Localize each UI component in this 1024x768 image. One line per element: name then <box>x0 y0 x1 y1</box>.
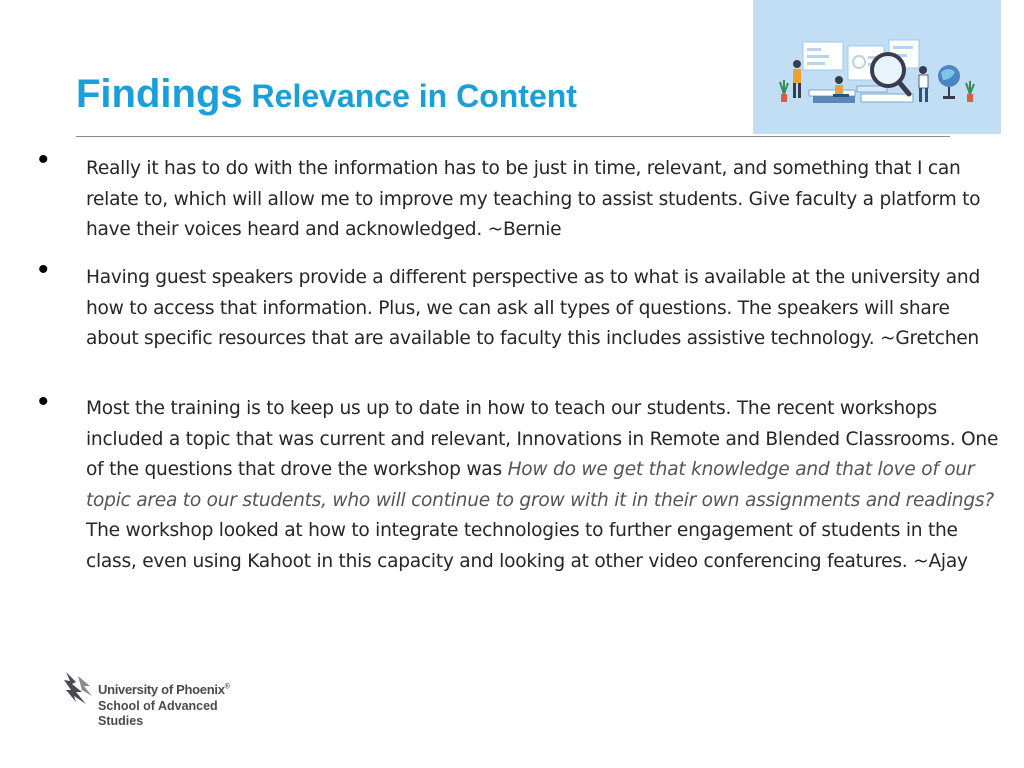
quote-gretchen: Having guest speakers provide a different perspective as to what is available at the university and how to access that information. Plus, we can ask all types of questions. The speakers will share about specific resources that are available to faculty this includes assistive technology. ~Gretchen <box>86 267 981 349</box>
logo-university-name: University of Phoenix® <box>98 682 230 697</box>
quote-bernie: Really it has to do with the information has to be just in time, relevant, and something that I can relate to, which will allow me to improve my teaching to assist students. Give faculty a platform to have their voices heard and acknowledged. ~Bernie <box>86 158 981 240</box>
logo-school-name: School of Advanced <box>98 699 218 713</box>
bullet-2: • <box>38 253 49 286</box>
title-sub: Relevance in Content <box>251 78 577 114</box>
title-main: Findings <box>76 72 243 116</box>
quote-ajay-part2: The workshop looked at how to integrate technologies to further engagement of students in the class, even using Kahoot in this capacity and looking at other video conferencing features. ~Ajay <box>86 520 968 572</box>
bullet-1: • <box>38 143 49 176</box>
title-divider <box>76 136 950 137</box>
bullet-3: • <box>38 385 49 418</box>
quote-ajay-part1: Most the training is to keep us up to date in how to teach our students. The recent workshops included a topic that was current and relevant, Innovations in Remote and Blended Classrooms. One of the questions that drove the workshop was <box>86 398 999 480</box>
research-illustration-icon <box>753 0 1001 134</box>
university-logo <box>62 668 242 730</box>
logo-studies: Studies <box>98 714 144 728</box>
slide-title <box>76 72 577 117</box>
quote-ajay <box>86 394 1001 577</box>
research-people-illustration <box>753 0 1001 134</box>
logo-registered-mark: ® <box>224 683 230 691</box>
phoenix-logo-icon <box>62 670 94 710</box>
quote-ajay-italic: How do we get that knowledge and that love of our topic area to our students, who will continue to grow with it in their own assignments and readings? <box>86 459 994 511</box>
